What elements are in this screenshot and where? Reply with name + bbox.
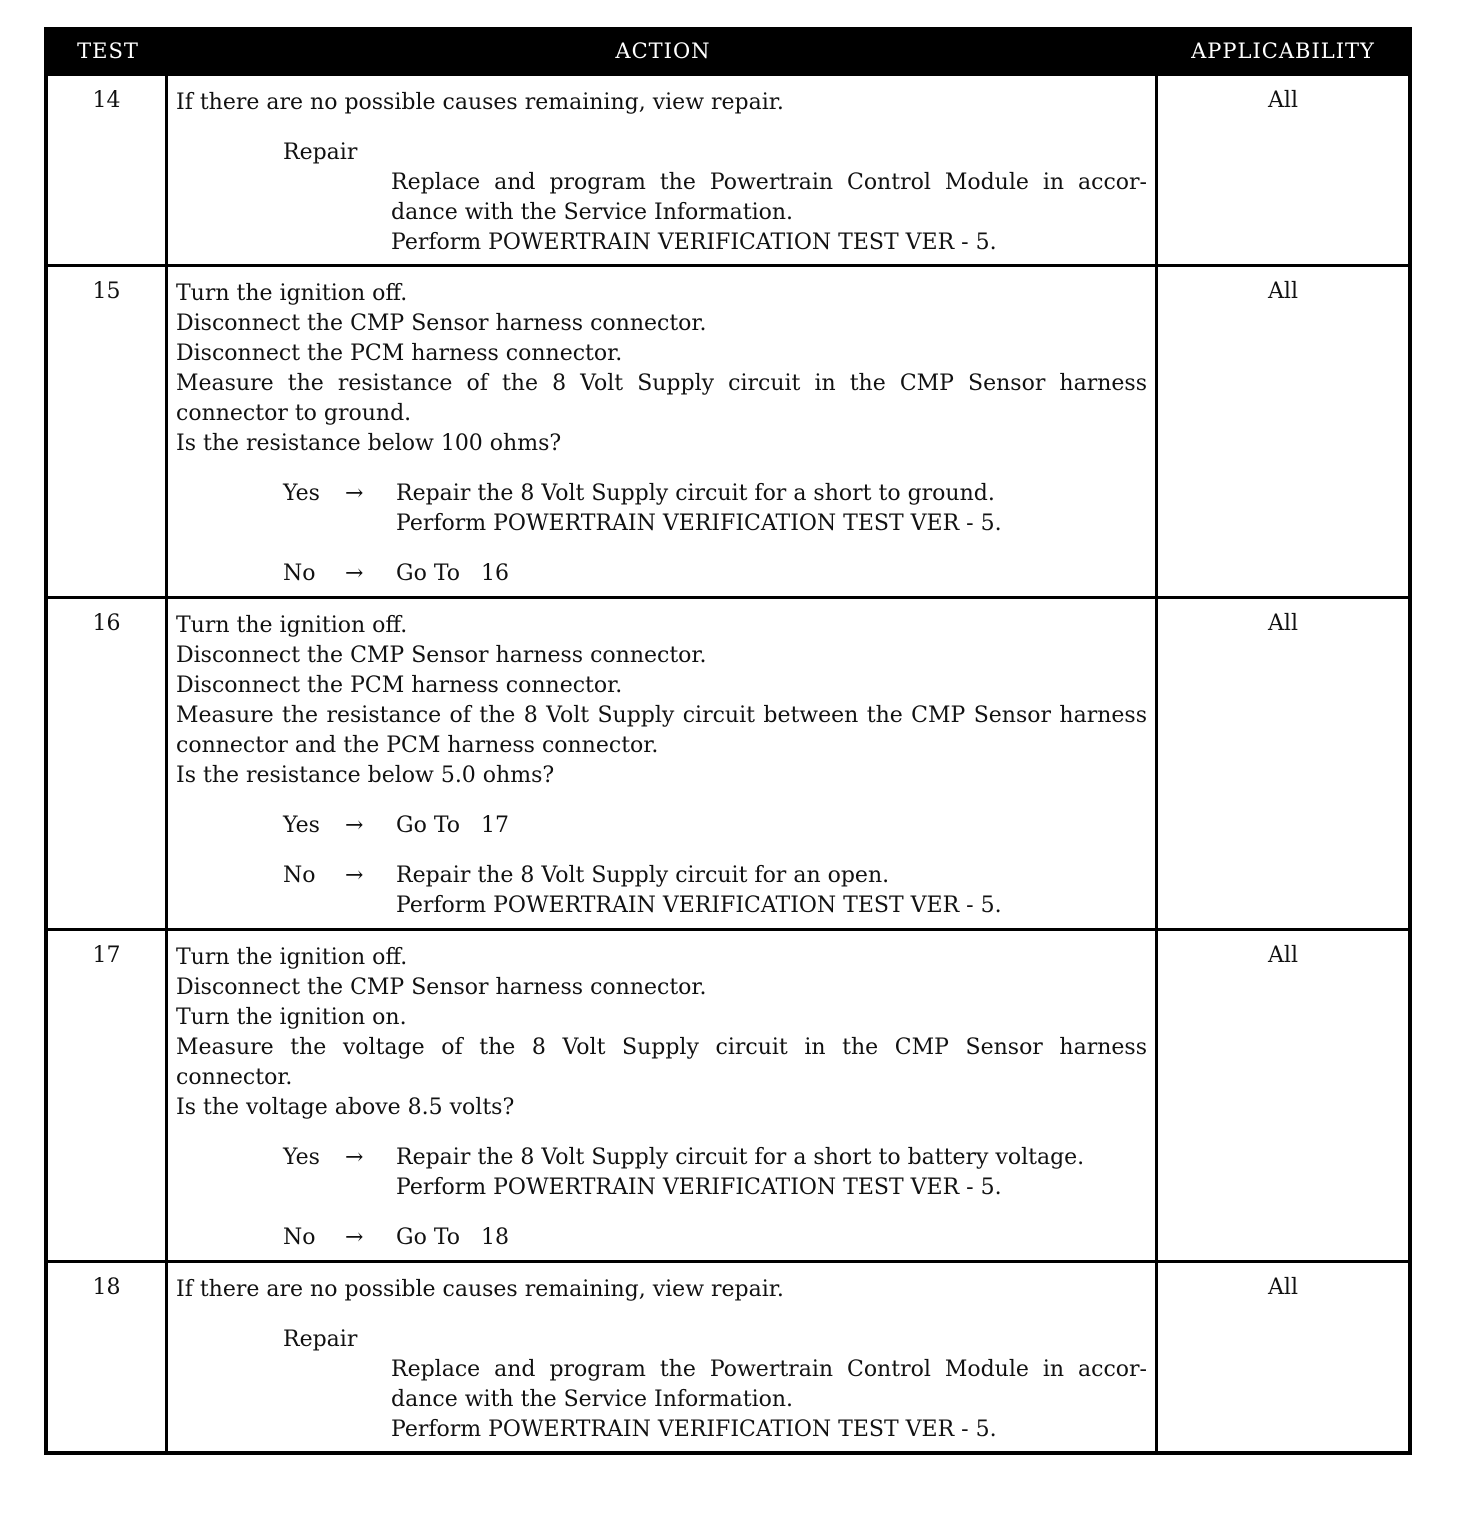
arrow-icon: →	[345, 561, 364, 586]
intro-text: If there are no possible causes remaining, view repair.	[176, 90, 784, 115]
table-row-18	[48, 1260, 1408, 1451]
applicability: All	[1268, 88, 1298, 113]
yes-text: Repair the 8 Volt Supply circuit for a short to battery voltage.	[396, 1145, 1085, 1170]
repair-line: dance with the Service Information.	[391, 200, 794, 225]
no-text: Go To 16	[396, 561, 509, 586]
no-text: Perform POWERTRAIN VERIFICATION TEST VER - 5.	[396, 893, 1002, 918]
yes-text: Perform POWERTRAIN VERIFICATION TEST VER - 5.	[396, 511, 1002, 536]
action-cell	[168, 267, 1158, 596]
table-row-17	[48, 928, 1408, 1260]
header-applicability: APPLICABILITY	[1191, 39, 1375, 63]
test-number: 16	[48, 599, 168, 928]
yes-label: Yes	[283, 481, 320, 506]
no-text: Go To 18	[396, 1225, 509, 1250]
arrow-icon: →	[345, 1225, 364, 1250]
diagnostic-test-table	[44, 27, 1412, 1455]
step-text: Is the resistance below 5.0 ohms?	[176, 763, 555, 788]
applicability: All	[1268, 943, 1298, 968]
applicability: All	[1268, 611, 1298, 636]
yes-text: Go To 17	[396, 813, 509, 838]
step-text: connector to ground.	[176, 401, 412, 426]
repair-line: Perform POWERTRAIN VERIFICATION TEST VER - 5.	[391, 1417, 997, 1442]
step-text: Measure the resistance of the 8 Volt Supply circuit in the CMP Sensor harness	[176, 371, 1147, 396]
step-text: Is the voltage above 8.5 volts?	[176, 1095, 515, 1120]
step-text: Turn the ignition off.	[176, 281, 408, 306]
yes-text: Repair the 8 Volt Supply circuit for a short to ground.	[396, 481, 995, 506]
no-answer	[176, 861, 1147, 921]
step-text: connector and the PCM harness connector.	[176, 733, 659, 758]
step-text: Measure the voltage of the 8 Volt Supply circuit in the CMP Sensor harness	[176, 1035, 1147, 1060]
no-label: No	[283, 863, 316, 888]
table-row-15	[48, 264, 1408, 596]
step-text: Disconnect the PCM harness connector.	[176, 673, 623, 698]
yes-answer	[176, 1143, 1147, 1203]
arrow-icon: →	[345, 863, 364, 888]
step-text: connector.	[176, 1065, 293, 1090]
yes-text: Perform POWERTRAIN VERIFICATION TEST VER - 5.	[396, 1175, 1002, 1200]
arrow-icon: →	[345, 481, 364, 506]
no-answer	[176, 559, 1147, 589]
step-text: Is the resistance below 100 ohms?	[176, 431, 562, 456]
table-row-14	[48, 73, 1408, 264]
step-text: Turn the ignition off.	[176, 613, 408, 638]
test-number: 14	[48, 76, 168, 264]
step-text: Measure the resistance of the 8 Volt Supply circuit between the CMP Sensor harness	[176, 703, 1147, 728]
step-text: Disconnect the CMP Sensor harness connector.	[176, 311, 707, 336]
yes-answer	[176, 479, 1147, 539]
test-number: 18	[48, 1263, 168, 1451]
yes-answer	[176, 811, 1147, 841]
action-cell	[168, 931, 1158, 1260]
test-number: 17	[48, 931, 168, 1260]
action-cell	[168, 76, 1158, 264]
step-text: Turn the ignition off.	[176, 945, 408, 970]
repair-label: Repair	[283, 1327, 358, 1352]
table-row-16	[48, 596, 1408, 928]
header-action: ACTION	[615, 39, 711, 63]
step-text: Disconnect the CMP Sensor harness connector.	[176, 975, 707, 1000]
repair-line: Replace and program the Powertrain Control Module in accor-	[391, 1357, 1147, 1382]
arrow-icon: →	[345, 1145, 364, 1170]
step-text: Disconnect the CMP Sensor harness connector.	[176, 643, 707, 668]
yes-label: Yes	[283, 1145, 320, 1170]
no-label: No	[283, 1225, 316, 1250]
no-label: No	[283, 561, 316, 586]
repair-label: Repair	[283, 140, 358, 165]
repair-line: Perform POWERTRAIN VERIFICATION TEST VER - 5.	[391, 230, 997, 255]
applicability: All	[1268, 1275, 1298, 1300]
no-answer	[176, 1223, 1147, 1253]
step-text: Disconnect the PCM harness connector.	[176, 341, 623, 366]
arrow-icon: →	[345, 813, 364, 838]
action-cell	[168, 1263, 1158, 1451]
header-test: TEST	[77, 39, 139, 63]
repair-line: dance with the Service Information.	[391, 1387, 794, 1412]
test-number: 15	[48, 267, 168, 596]
intro-text: If there are no possible causes remaining, view repair.	[176, 1277, 784, 1302]
no-text: Repair the 8 Volt Supply circuit for an open.	[396, 863, 890, 888]
action-cell	[168, 599, 1158, 928]
applicability: All	[1268, 279, 1298, 304]
table-header	[48, 31, 1408, 73]
yes-label: Yes	[283, 813, 320, 838]
step-text: Turn the ignition on.	[176, 1005, 407, 1030]
repair-line: Replace and program the Powertrain Control Module in accor-	[391, 170, 1147, 195]
